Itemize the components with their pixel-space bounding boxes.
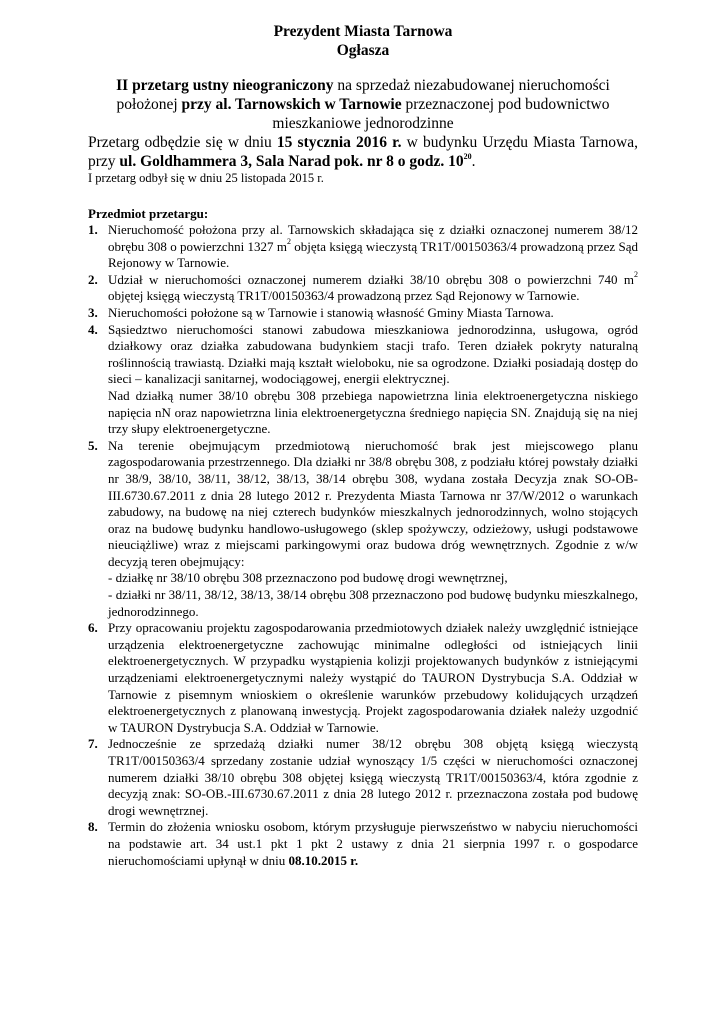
item-text: Udział w nieruchomości oznaczonej numerem działki 38/10 obrębu 308 o powierzchni 740 m bbox=[108, 271, 634, 287]
item-text: Jednocześnie ze sprzedażą działki numer 38/12 obrębu 308 objętą księgą wieczystą TR1T/00150363/4 sprzedany zostanie udział wynoszący 1/5 części w nieruchomości oznaczonej numerem działki 38/10 obrębu 308 objętej księgą wieczystą TR1T/00150363/4, która zgodnie z decyzją znak: SO-OB.-III.6730.67.2011 z dnia 28 lutego 2012 r. przeznaczona została pod budowę drogi wewnętrznej. bbox=[108, 736, 638, 818]
item-number: 5. bbox=[88, 437, 98, 453]
intro-bold-2: przy al. Tarnowskich w Tarnowie bbox=[181, 96, 402, 113]
item-dash-line: - działkę nr 38/10 obrębu 308 przeznaczono pod budowę drogi wewnętrznej, bbox=[108, 570, 508, 586]
item-paragraph: Sąsiedztwo nieruchomości stanowi zabudowa mieszkaniowa jednorodzinna, usługowa, ogród działkowy oraz działka zabudowana budynkiem stacji trafo. Teren działek pokryty naturalną roślinnością trawiastą. Działki mają kształt wieloboku, nie sa ogrodzone. Działki posiadają dostęp do sieci – kanalizacji sanitarnej, wodociągowej, energii elektrycznej. bbox=[108, 321, 638, 387]
list-item bbox=[88, 222, 638, 272]
auction-time-minutes: 20 bbox=[463, 151, 472, 161]
list-item bbox=[88, 305, 638, 322]
list-item bbox=[88, 819, 638, 869]
list-item bbox=[88, 620, 638, 736]
item-text: Nieruchomość położona przy al. Tarnowskich składająca się z działki oznaczonej numerem 38/12 obrębu 308 o powierzchni 1327 m bbox=[108, 222, 638, 254]
item-number: 7. bbox=[88, 736, 98, 752]
auction-place: ul. Goldhammera 3, Sala Narad pok. nr 8 o godz. 10 bbox=[119, 153, 464, 170]
document-subtitle: Ogłasza bbox=[336, 42, 390, 59]
item-paragraph: Nad działką numer 38/10 obrębu 308 przebiega napowietrzna linia elektroenergetyczna niskiego napięcia nN oraz napowietrzna linia elektroenergetyczna średniego napięcia SN. Znajdują się na niej trzy słupy elektroenergetyczne. bbox=[108, 387, 638, 437]
intro-text-2: przeznaczonej pod budownictwo mieszkaniowe jednorodzinne bbox=[272, 96, 610, 132]
item-text-cont: objętej księgą wieczystą TR1T/00150363/4 prowadzoną przez Sąd Rejonowy w Tarnowie. bbox=[108, 288, 580, 304]
list-item bbox=[88, 438, 638, 621]
item-number: 3. bbox=[88, 304, 98, 320]
list-item bbox=[88, 736, 638, 819]
item-text: Przy opracowaniu projektu zagospodarowania przedmiotowych działek należy uwzględnić istniejące urządzenia elektroenergetyczne zachowując minimalne odległości od istniejących linii elektroenergetycznych. W przypadku wystąpienia kolizji projektowanych budynków z istniejącymi urządzeniami elektroenergetycznymi należy wystąpić do TAURON Dystrybucja S.A. Oddział w Tarnowie z pisemnym wnioskiem o określenie warunków przebudowy kolidujących urządzeń elektroenergetycznych z planowaną inwestycją. Projekt zagospodarowania działek należy uzgodnić w TAURON Dystrybucja S.A. Oddział w Tarnowie. bbox=[108, 620, 638, 735]
item-number: 1. bbox=[88, 222, 98, 237]
item-text: Termin do złożenia wniosku osobom, którym przysługuje pierwszeństwo w nabyciu nieruchomości na podstawie art. 34 ust.1 pkt 1 pkt 2 ustawy z dnia 21 sierpnia 1997 r. o gospodarce nieruchomościami upłynął w dniu bbox=[108, 819, 638, 868]
item-sup: 2 bbox=[286, 237, 291, 247]
item-number: 6. bbox=[88, 620, 98, 636]
auction-date: 15 stycznia 2016 r. bbox=[276, 134, 402, 151]
item-sup: 2 bbox=[634, 270, 638, 280]
when-text-2: w budynku Urzędu Miasta Tarnowa, przy bbox=[88, 134, 638, 170]
item-number: 8. bbox=[88, 819, 98, 835]
item-number: 4. bbox=[88, 321, 98, 337]
subject-list bbox=[88, 222, 638, 869]
intro-text-1: na sprzedaż niezabudowanej nieruchomości położonej bbox=[116, 77, 610, 113]
item-dash-line: - działki nr 38/11, 38/12, 38/13, 38/14 obrębu 308 przeznaczono pod budowę budynku mieszkalnego, jednorodzinnego. bbox=[108, 587, 638, 619]
item-paragraph: Na terenie obejmującym przedmiotową nieruchomość brak jest miejscowego planu zagospodarowania przestrzennego. Dla działki nr 38/8 obrębu 308, z podziału której powstały działki nr 38/9, 38/10, 38/11, 38/12, 38/13, 38/14 obrębu 308, wydana została Decyzja znak SO-OB-III.6730.67.2011 z dnia 28 lutego 2012 r. Prezydenta Miasta Tarnowa nr 37/W/2012 o warunkach zabudowy, na budowę na niej czterech budynków mieszkalnych jednorodzinnych, wolno stojących oraz na budowę budynku handlowo-usługowego (sklep spożywczy, odzieżowy, usługi podstawowe nieuciążliwe) wraz z miejscami parkingowymi oraz budowa dróg wewnętrznych. Zgodnie z w/w decyzją teren obejmujący: bbox=[108, 437, 638, 569]
list-item bbox=[88, 322, 638, 438]
item-number: 2. bbox=[88, 271, 98, 287]
item-text: Nieruchomości położone są w Tarnowie i stanowią własność Gminy Miasta Tarnowa. bbox=[108, 304, 554, 320]
previous-auction-note: I przetarg odbył się w dniu 25 listopada 2015 r. bbox=[88, 171, 324, 185]
document-page bbox=[88, 22, 638, 869]
when-text-1: Przetarg odbędzie się w dniu bbox=[88, 134, 277, 151]
deadline-date: 08.10.2015 r. bbox=[288, 852, 359, 868]
document-title: Prezydent Miasta Tarnowa bbox=[273, 23, 453, 40]
when-end: . bbox=[471, 153, 476, 170]
subject-heading: Przedmiot przetargu: bbox=[88, 206, 209, 221]
list-item bbox=[88, 272, 638, 305]
auction-date-paragraph bbox=[88, 133, 638, 171]
item-text-cont: objęta księgą wieczystą TR1T/00150363/4 prowadzoną przez Sąd Rejonowy w Tarnowie. bbox=[108, 238, 638, 271]
intro-bold-1: II przetarg ustny nieograniczony bbox=[116, 77, 334, 94]
intro-paragraph bbox=[88, 76, 638, 133]
